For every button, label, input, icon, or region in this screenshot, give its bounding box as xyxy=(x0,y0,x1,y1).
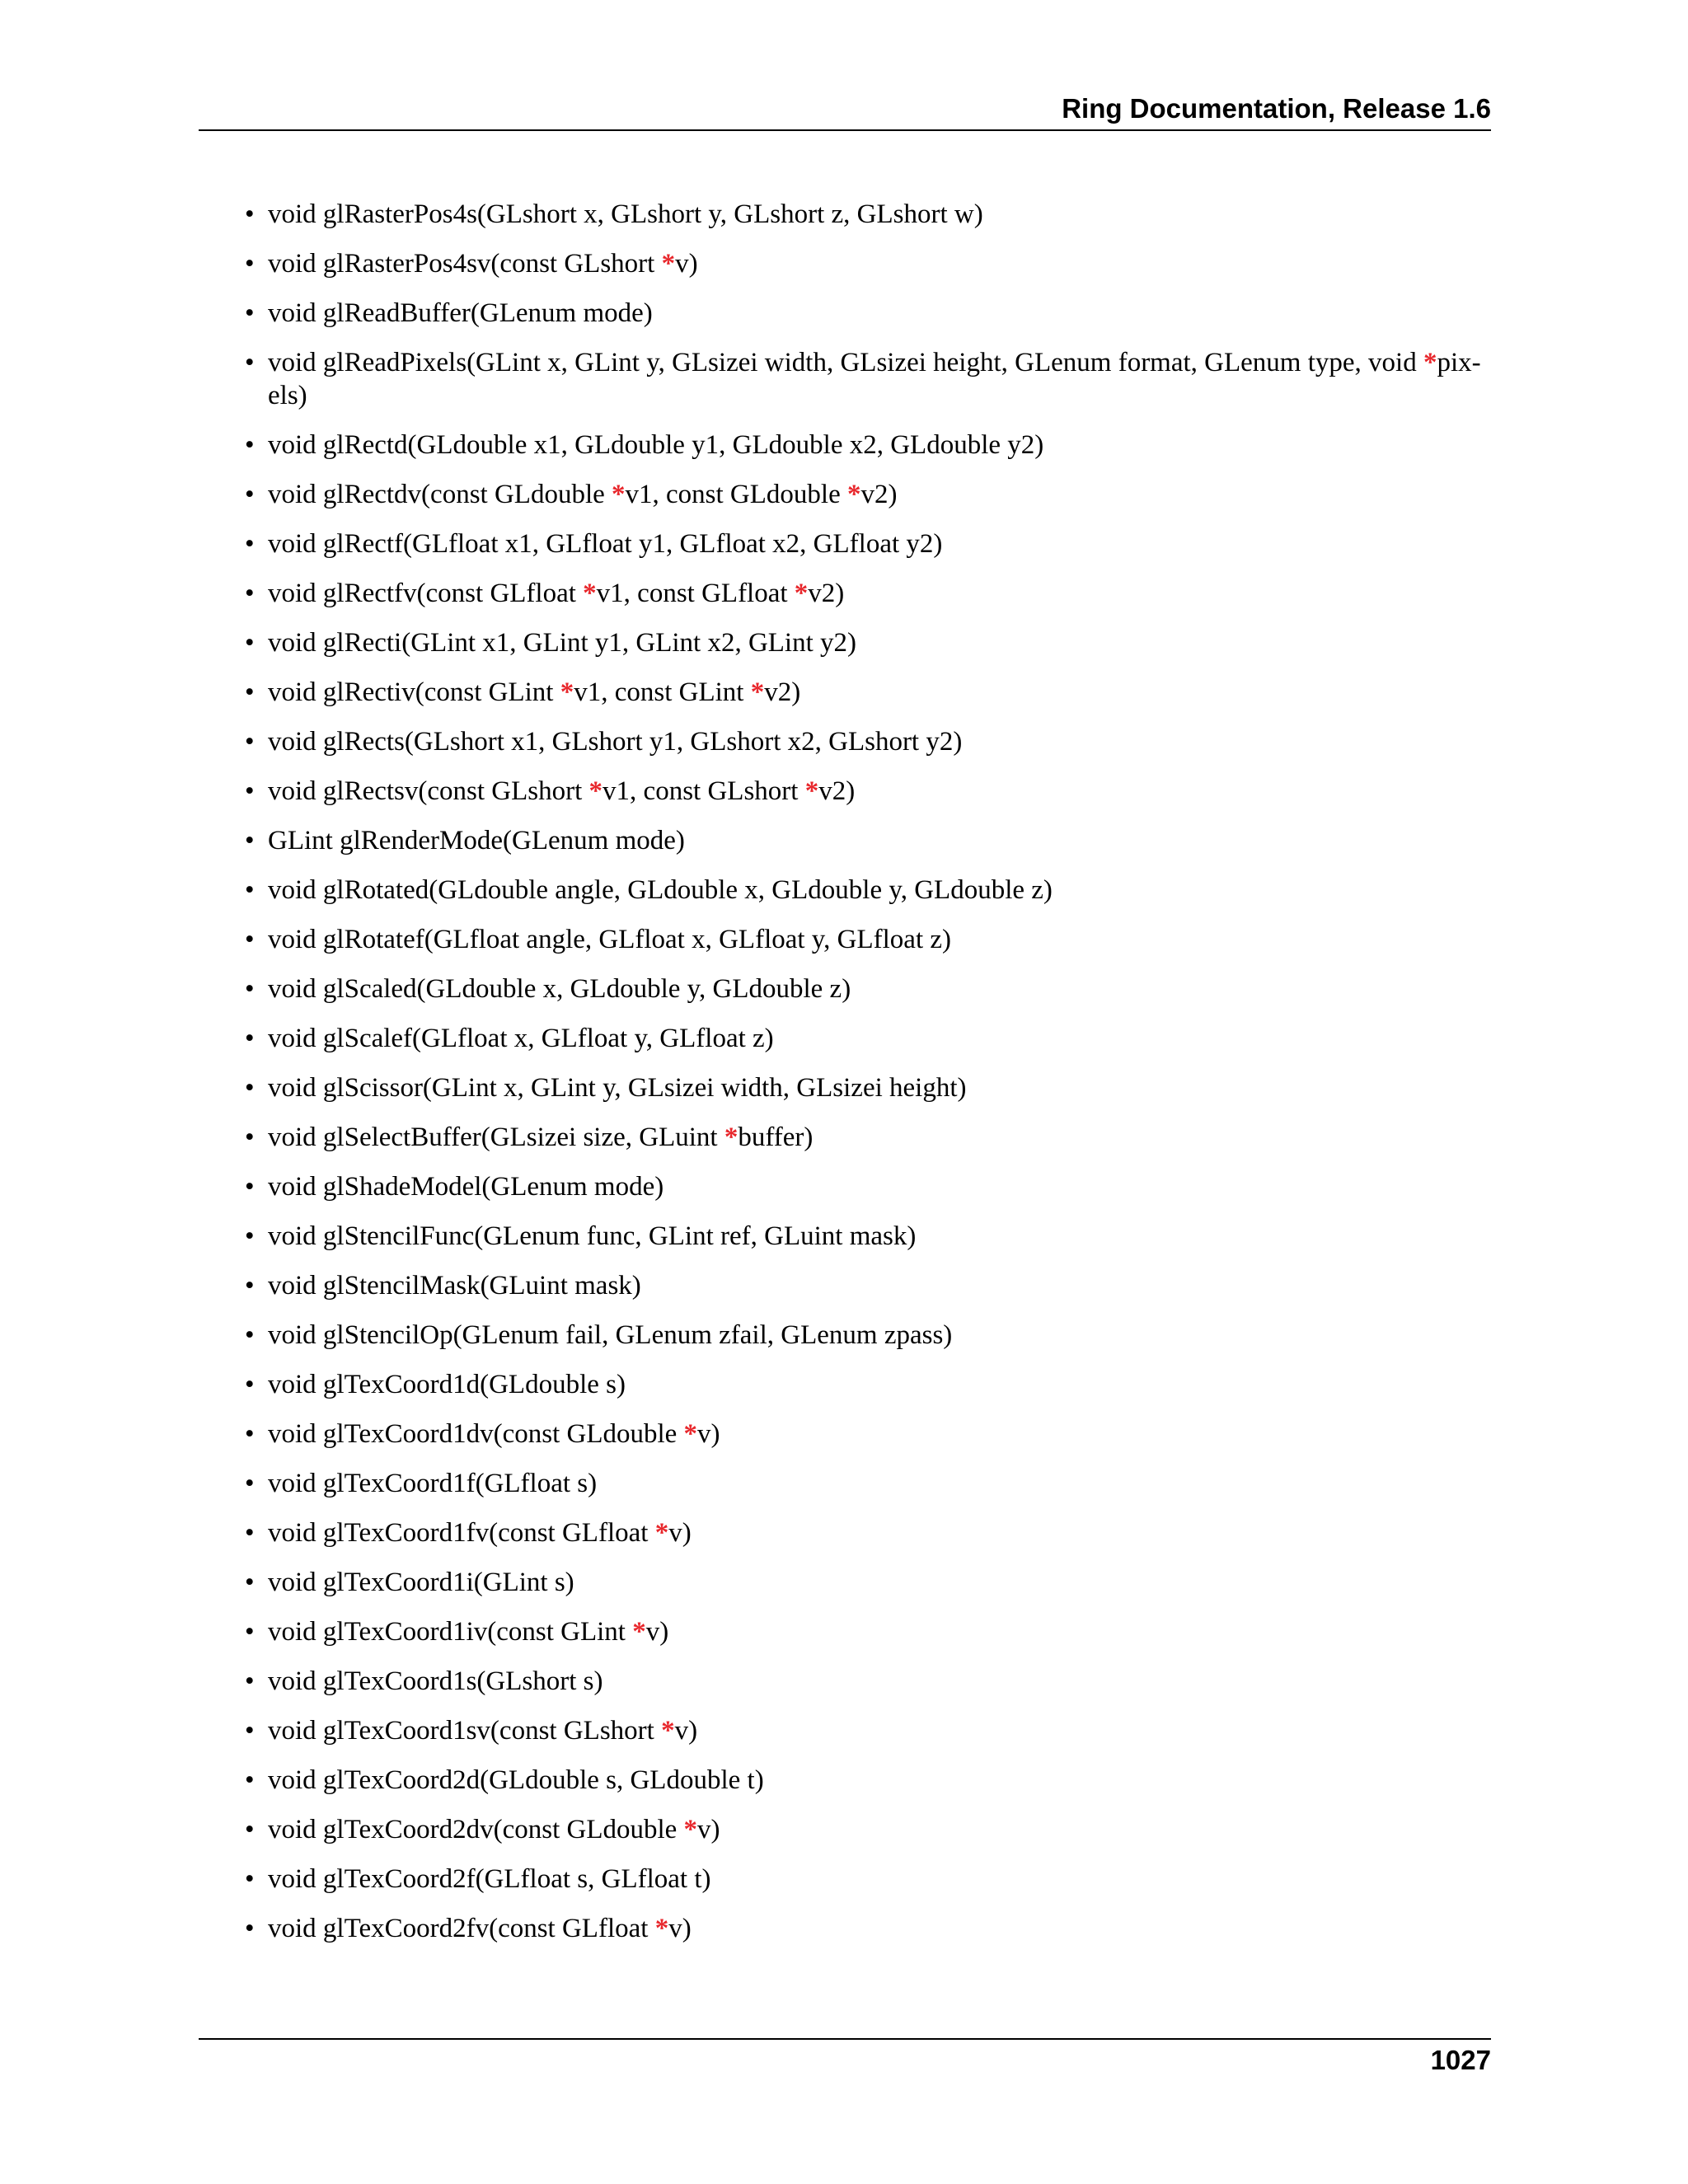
signature-text: void glScalef(GLfloat x, GLfloat y, GLfloat z) xyxy=(268,1024,774,1053)
list-item xyxy=(245,1121,1493,1154)
pointer-asterisk: * xyxy=(724,1122,738,1152)
signature-text: v) xyxy=(697,1419,720,1449)
signature-text: void glStencilFunc(GLenum func, GLint ref, GLuint mask) xyxy=(268,1221,917,1251)
pointer-asterisk: * xyxy=(588,776,603,806)
header-rule xyxy=(199,129,1491,131)
list-item xyxy=(245,1615,1493,1648)
signature-text: void glRectd(GLdouble x1, GLdouble y1, GLdouble x2, GLdouble y2) xyxy=(268,430,1044,460)
list-item xyxy=(245,1863,1493,1896)
signature-text: void glTexCoord1dv(const GLdouble xyxy=(268,1419,684,1449)
signature-text: void glRotated(GLdouble angle, GLdouble x, GLdouble y, GLdouble z) xyxy=(268,875,1053,905)
signature-text: v2) xyxy=(818,776,856,806)
list-item xyxy=(245,429,1493,462)
signature-text: void glTexCoord2fv(const GLfloat xyxy=(268,1914,655,1943)
signature-text: void glRectf(GLfloat x1, GLfloat y1, GLfloat x2, GLfloat y2) xyxy=(268,529,943,559)
signature-text: void glTexCoord2f(GLfloat s, GLfloat t) xyxy=(268,1864,711,1894)
signature-text: v) xyxy=(668,1914,692,1943)
signature-text: void glTexCoord1i(GLint s) xyxy=(268,1568,574,1597)
signature-text: void glRectiv(const GLint xyxy=(268,677,560,707)
list-item xyxy=(245,1467,1493,1500)
signature-text: GLint glRenderMode(GLenum mode) xyxy=(268,826,685,855)
footer-rule xyxy=(199,2038,1491,2040)
signature-text: void glTexCoord1fv(const GLfloat xyxy=(268,1518,655,1548)
list-item xyxy=(245,1269,1493,1302)
pointer-asterisk: * xyxy=(583,579,597,608)
pointer-asterisk: * xyxy=(560,677,574,707)
signature-text: buffer) xyxy=(738,1122,814,1152)
pointer-asterisk: * xyxy=(804,776,819,806)
signature-text: v1, const GLfloat xyxy=(596,579,795,608)
pointer-asterisk: * xyxy=(654,1914,669,1943)
signature-text: void glTexCoord1f(GLfloat s) xyxy=(268,1469,598,1498)
list-item xyxy=(245,1912,1493,1945)
signature-text: void glRectsv(const GLshort xyxy=(268,776,589,806)
list-item xyxy=(245,1418,1493,1451)
running-header: Ring Documentation, Release 1.6 xyxy=(1062,93,1491,124)
list-item xyxy=(245,1714,1493,1747)
list-item xyxy=(245,1516,1493,1549)
signature-text: void glRects(GLshort x1, GLshort y1, GLshort x2, GLshort y2) xyxy=(268,727,963,757)
list-item xyxy=(245,725,1493,758)
signature-text: void glStencilOp(GLenum fail, GLenum zfail, GLenum zpass) xyxy=(268,1320,953,1350)
signature-text: void glTexCoord1sv(const GLshort xyxy=(268,1716,662,1746)
signature-text: void glSelectBuffer(GLsizei size, GLuint xyxy=(268,1122,724,1152)
signature-text: pix-els) xyxy=(268,348,1481,410)
list-item xyxy=(245,1220,1493,1253)
pointer-asterisk: * xyxy=(612,480,626,509)
list-item xyxy=(245,1566,1493,1599)
signature-text: void glRectdv(const GLdouble xyxy=(268,480,612,509)
list-item xyxy=(245,198,1493,231)
signature-text: void glStencilMask(GLuint mask) xyxy=(268,1271,641,1301)
signature-text: v) xyxy=(668,1518,692,1548)
list-item xyxy=(245,1665,1493,1698)
list-item xyxy=(245,676,1493,709)
pointer-asterisk: * xyxy=(1423,348,1437,377)
list-item xyxy=(245,346,1493,412)
pointer-asterisk: * xyxy=(846,480,861,509)
list-item xyxy=(245,874,1493,907)
signature-text: void glShadeModel(GLenum mode) xyxy=(268,1172,664,1202)
signature-text: v1, const GLint xyxy=(574,677,751,707)
signature-text: void glTexCoord1d(GLdouble s) xyxy=(268,1370,626,1399)
list-item xyxy=(245,527,1493,560)
list-item xyxy=(245,478,1493,511)
signature-text: void glRasterPos4sv(const GLshort xyxy=(268,249,662,279)
signature-text: v2) xyxy=(808,579,845,608)
list-item xyxy=(245,775,1493,808)
list-item xyxy=(245,297,1493,330)
signature-text: v1, const GLdouble xyxy=(625,480,847,509)
pointer-asterisk: * xyxy=(683,1419,698,1449)
function-signature-list xyxy=(245,198,1493,1961)
list-item xyxy=(245,1170,1493,1203)
signature-text: void glTexCoord1s(GLshort s) xyxy=(268,1666,603,1696)
signature-text: void glRectfv(const GLfloat xyxy=(268,579,584,608)
signature-text: void glTexCoord1iv(const GLint xyxy=(268,1617,633,1647)
pointer-asterisk: * xyxy=(750,677,765,707)
list-item xyxy=(245,824,1493,857)
list-item xyxy=(245,1071,1493,1104)
signature-text: v2) xyxy=(860,480,898,509)
list-item xyxy=(245,247,1493,280)
signature-text: void glReadPixels(GLint x, GLint y, GLsizei width, GLsizei height, GLenum format, GLenum type, void xyxy=(268,348,1423,377)
signature-text: void glTexCoord2dv(const GLdouble xyxy=(268,1815,684,1844)
pointer-asterisk: * xyxy=(661,249,676,279)
pointer-asterisk: * xyxy=(794,579,809,608)
signature-text: void glRecti(GLint x1, GLint y1, GLint x2, GLint y2) xyxy=(268,628,857,658)
pointer-asterisk: * xyxy=(683,1815,698,1844)
list-item xyxy=(245,1319,1493,1352)
signature-text: void glScaled(GLdouble x, GLdouble y, GLdouble z) xyxy=(268,974,851,1004)
signature-text: void glTexCoord2d(GLdouble s, GLdouble t) xyxy=(268,1765,764,1795)
signature-text: void glRotatef(GLfloat angle, GLfloat x, GLfloat y, GLfloat z) xyxy=(268,925,952,954)
pointer-asterisk: * xyxy=(654,1518,669,1548)
signature-text: void glScissor(GLint x, GLint y, GLsizei width, GLsizei height) xyxy=(268,1073,967,1103)
pointer-asterisk: * xyxy=(632,1617,646,1647)
page-number: 1027 xyxy=(1430,2045,1491,2075)
list-item xyxy=(245,1022,1493,1055)
list-item xyxy=(245,1368,1493,1401)
signature-text: v) xyxy=(697,1815,720,1844)
pointer-asterisk: * xyxy=(661,1716,675,1746)
signature-text: v) xyxy=(675,249,698,279)
list-item xyxy=(245,577,1493,610)
signature-text: void glRasterPos4s(GLshort x, GLshort y, GLshort z, GLshort w) xyxy=(268,199,983,229)
list-item xyxy=(245,972,1493,1005)
list-item xyxy=(245,1813,1493,1846)
list-item xyxy=(245,626,1493,659)
signature-text: v) xyxy=(645,1617,669,1647)
signature-text: v) xyxy=(674,1716,698,1746)
signature-text: v2) xyxy=(764,677,801,707)
signature-text: void glReadBuffer(GLenum mode) xyxy=(268,298,653,328)
signature-text: v1, const GLshort xyxy=(603,776,805,806)
list-item xyxy=(245,923,1493,956)
list-item xyxy=(245,1764,1493,1797)
